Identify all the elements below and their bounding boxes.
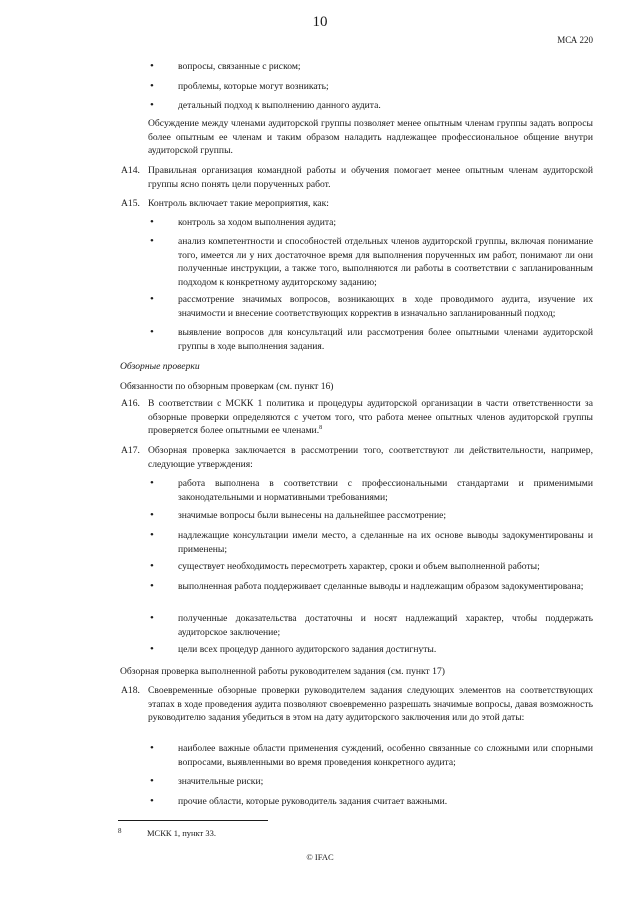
paragraph-label: A18. (121, 685, 140, 696)
subheading-duties: Обязанности по обзорным проверкам (см. пункт 16) (120, 381, 334, 392)
footnote-text: МСКК 1, пункт 33. (147, 828, 217, 838)
bullet-text: анализ компетентности и способностей отдельных членов аудиторской группы, включая понимание того, имеется ли у них достаточное время для выполнения порученных им работ, понимают ли они полученные инструкции, а также того, выполняются ли работы в соответствии с запланированным подходом к конкретному аудиторскому заданию; (178, 236, 593, 288)
paragraph-a17: Обзорная проверка заключается в рассмотрении того, соответствуют ли действительности, например, следующие утверждения: (148, 445, 593, 470)
bullet-icon: • (150, 216, 154, 228)
bullet-icon: • (150, 795, 154, 807)
bullet-text: существует необходимость пересмотреть характер, сроки и объем выполненной работы; (178, 561, 540, 572)
bullet-text: вопросы, связанные с риском; (178, 61, 301, 72)
bullet-icon: • (150, 742, 154, 754)
bullet-icon: • (150, 612, 154, 624)
bullet-icon: • (150, 60, 154, 72)
bullet-icon: • (150, 643, 154, 655)
paragraph-label: A14. (121, 165, 140, 176)
paragraph-a15: Контроль включает такие мероприятия, как: (148, 198, 329, 209)
page-number: 10 (312, 14, 328, 30)
bullet-text: прочие области, которые руководитель задания считает важными. (178, 796, 448, 807)
bullet-icon: • (150, 775, 154, 787)
bullet-icon: • (150, 326, 154, 338)
paragraph-a16 (148, 397, 593, 438)
bullet-icon: • (150, 293, 154, 305)
bullet-text: выполненная работа поддерживает сделанные выводы и надлежащим образом задокументирована; (178, 581, 584, 592)
bullet-icon: • (150, 477, 154, 489)
bullet-icon: • (150, 509, 154, 521)
bullet-icon: • (150, 99, 154, 111)
bullet-text: проблемы, которые могут возникать; (178, 81, 329, 92)
section-heading: Обзорные проверки (120, 361, 200, 372)
bullet-icon: • (150, 80, 154, 92)
bullet-text: выявление вопросов для консультаций или рассмотрения более опытными членами аудиторской группы в ходе выполнения задания. (178, 327, 593, 352)
bullet-text: детальный подход к выполнению данного аудита. (178, 100, 381, 111)
document-code: МСА 220 (557, 35, 593, 45)
bullet-icon: • (150, 529, 154, 541)
footnote-reference: 8 (319, 424, 323, 431)
paragraph-a18: Своевременные обзорные проверки руководителем задания следующих элементов на соответствующих этапах в ходе проведения аудита позволяют своевременно разрешать значимые вопросы, давая возможность руководителю задания убедиться в этом на дату аудиторского заключения или до этой даты: (148, 685, 593, 723)
paragraph-discussion: Обсуждение между членами аудиторской группы позволяет менее опытным членам группы задать вопросы более опытным ее членам и таким образом наладить надлежащее профессиональное общение внутри аудиторской группы. (148, 118, 593, 156)
bullet-text: работа выполнена в соответствии с профессиональными стандартами и применимыми законодательными и нормативными требованиями; (178, 478, 593, 503)
bullet-text: значительные риски; (178, 776, 264, 787)
footnote-divider (118, 820, 268, 821)
paragraph-label: A17. (121, 445, 140, 456)
bullet-text: цели всех процедур данного аудиторского задания достигнуты. (178, 644, 437, 655)
bullet-text: контроль за ходом выполнения аудита; (178, 217, 337, 228)
bullet-text: полученные доказательства достаточны и носят надлежащий характер, чтобы поддержать аудиторское заключение; (178, 613, 593, 638)
bullet-icon: • (150, 560, 154, 572)
bullet-text: надлежащие консультации имели место, а сделанные на их основе выводы задокументированы и применены; (178, 530, 593, 555)
bullet-text: рассмотрение значимых вопросов, возникающих в ходе проводимого аудита, изучение их значимости и внесение соответствующих корректив в изначально запланированный подход; (178, 294, 593, 319)
bullet-text: значимые вопросы были вынесены на дальнейшее рассмотрение; (178, 510, 447, 521)
paragraph-a16-text: В соответствии с МСКК 1 политика и процедуры аудиторской организации в части ответственности за обзорные проверки определяются с учетом того, что работа менее опытных членов аудиторской группы проверяется более опытными ее членами. (148, 398, 593, 436)
paragraph-a14: Правильная организация командной работы и обучения помогает менее опытным членам аудиторской группы ясно понять цели порученных работ. (148, 165, 593, 190)
bullet-text: наиболее важные области применения суждений, особенно связанные со сложными или спорными вопросами, выявленными во время проведения конкретного аудита; (178, 743, 593, 768)
paragraph-label: A15. (121, 198, 140, 209)
bullet-icon: • (150, 235, 154, 247)
footnote-mark: 8 (118, 827, 122, 835)
bullet-icon: • (150, 580, 154, 592)
page-footer: © IFAC (306, 852, 334, 862)
paragraph-label: A16. (121, 398, 140, 409)
subheading-leader: Обзорная проверка выполненной работы руководителем задания (см. пункт 17) (120, 666, 445, 677)
